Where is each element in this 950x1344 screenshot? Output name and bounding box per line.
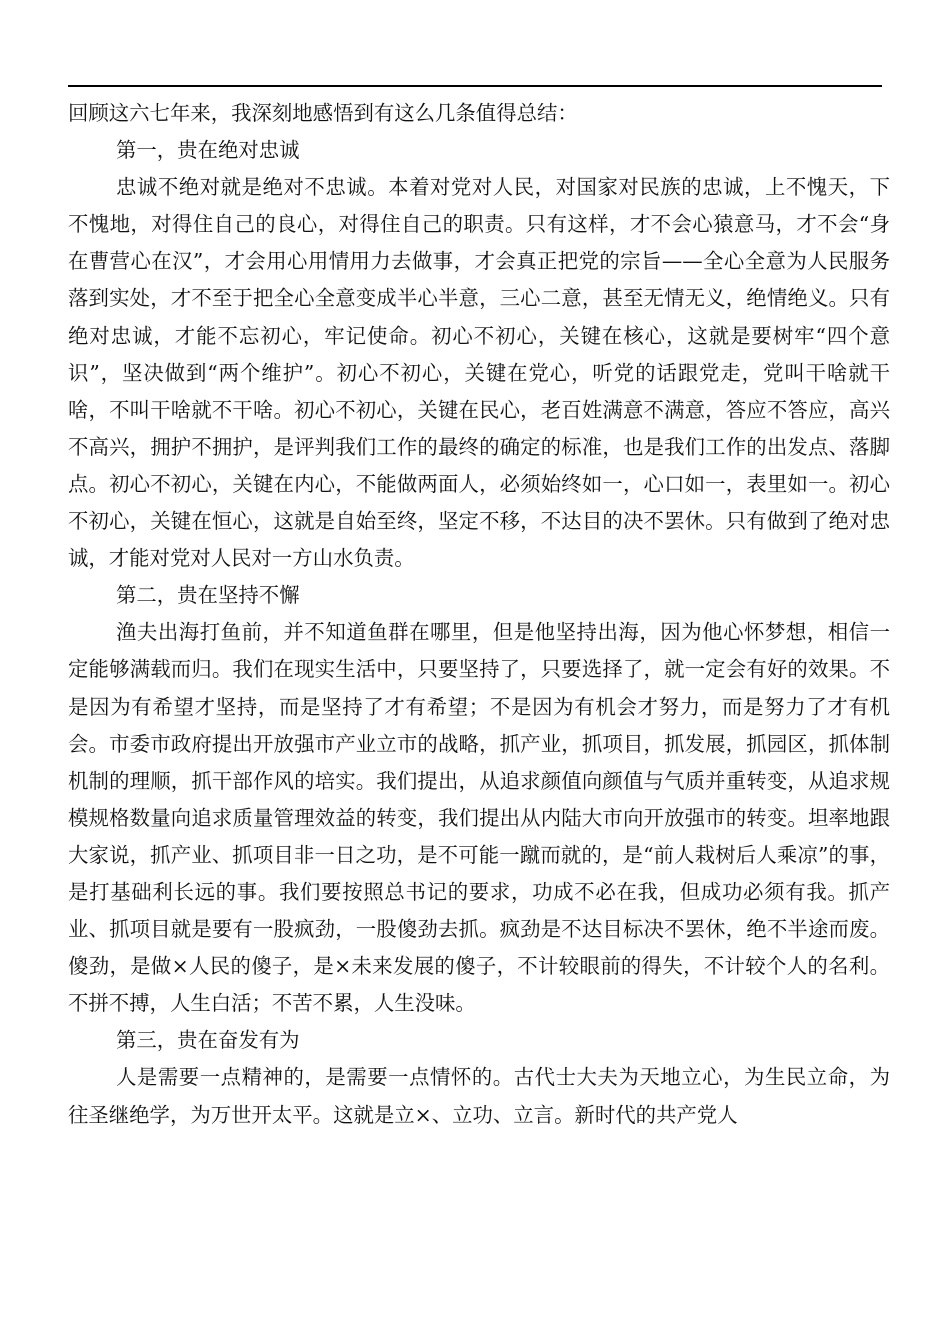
section-body-1: 忠诚不绝对就是绝对不忠诚。本着对党对人民，对国家对民族的忠诚，上不愧天，下不愧地，对得住自己的良心，对得住自己的职责。只有这样，才不会心猿意马，才不会“身在曹营心在汉”，才会用心用情用力去做事，才会真正把党的宗旨——全心全意为人民服务落到实处，才不至于把全心全意变成半心半意，三心二意，甚至无情无义，绝情绝义。只有绝对忠诚，才能不忘初心，牢记使命。初心不初心，关键在核心，这就是要树牢“四个意识”，坚决做到“两个维护”。初心不初心，关键在党心，听党的话跟党走，党叫干啥就干啥，不叫干啥就不干啥。初心不初心，关键在民心，老百姓满意不满意，答应不答应，高兴不高兴，拥护不拥护，是评判我们工作的最终的确定的标准，也是我们工作的出发点、落脚点。初心不初心，关键在内心，不能做两面人，必须始终如一，心口如一，表里如一。初心不初心，关键在恒心，这就是自始至终，坚定不移，不达目的决不罢休。只有做到了绝对忠诚，才能对党对人民对一方山水负责。 [68,175,890,571]
document-body [68,95,890,1134]
section-heading-2: 第二，贵在坚持不懈 [116,583,300,608]
section-body-2: 渔夫出海打鱼前，并不知道鱼群在哪里，但是他坚持出海，因为他心怀梦想，相信一定能够满载而归。我们在现实生活中，只要坚持了，只要选择了，就一定会有好的效果。不是因为有希望才坚持，而是坚持了才有希望；不是因为有机会才努力，而是努力了才有机会。市委市政府提出开放强市产业立市的战略，抓产业，抓项目，抓发展，抓园区，抓体制机制的理顺，抓干部作风的培实。我们提出，从追求颜值向颜值与气质并重转变，从追求规模规格数量向追求质量管理效益的转变，我们提出从内陆大市向开放强市的转变。坦率地跟大家说，抓产业、抓项目非一日之功，是不可能一蹴而就的，是“前人栽树后人乘凉”的事，是打基础利长远的事。我们要按照总书记的要求，功成不必在我，但成功必须有我。抓产业、抓项目就是要有一股疯劲，一股傻劲去抓。疯劲是不达目标决不罢休，绝不半途而废。傻劲，是做×人民的傻子，是×未来发展的傻子，不计较眼前的得失，不计较个人的名利。不拼不搏，人生白活；不苦不累，人生没味。 [68,620,890,1016]
intro-paragraph: 回顾这六七年来，我深刻地感悟到有这么几条值得总结： [68,101,578,125]
section-heading-1: 第一，贵在绝对忠诚 [116,138,300,163]
section-body-3: 人是需要一点精神的，是需要一点情怀的。古代士大夫为天地立心，为生民立命，为往圣继绝学，为万世开太平。这就是立×、立功、立言。新时代的共产党人 [68,1065,890,1127]
header-rule [68,85,882,87]
section-heading-3: 第三，贵在奋发有为 [116,1028,300,1053]
